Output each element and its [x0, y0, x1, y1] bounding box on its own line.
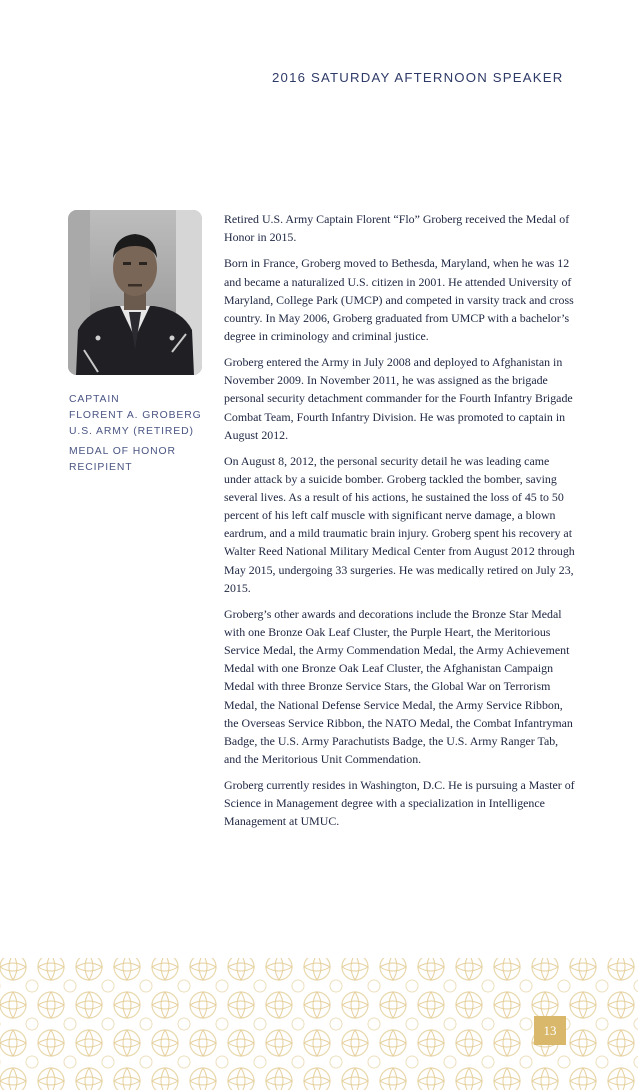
- bio-paragraph: On August 8, 2012, the personal security detail he was leading came under attack by a suicide bomber. Groberg tackled the bomber, saving several lives. As a result of his actions, he sustained the loss of 45 to 50 percent of his left calf muscle with significant nerve damage, a blown eardrum, and a mild traumatic brain injury. Groberg spent his recovery at Walter Reed National Military Medical Center from August 2012 through May 2015, undergoing 33 surgeries. He was medically retired on July 23, 2015.: [224, 454, 575, 595]
- award-line-1: MEDAL OF HONOR: [69, 446, 176, 457]
- bio-paragraph: Groberg currently resides in Washington, D.C. He is pursuing a Master of Science in Management degree with a specialization in Intelligence Management at UMUC.: [224, 778, 575, 829]
- speaker-service: U.S. ARMY (RETIRED): [69, 426, 194, 437]
- speaker-biography: [224, 210, 576, 839]
- speaker-name: FLORENT A. GROBERG: [69, 410, 202, 421]
- speaker-name-block: [69, 392, 209, 440]
- bio-paragraph: Groberg’s other awards and decorations include the Bronze Star Medal with one Bronze Oak Leaf Cluster, the Purple Heart, the Meritorious Service Medal, the Army Commendation Medal, the Army Achievement Medal with one Bronze Oak Leaf Cluster, the Afghanistan Campaign Medal with three Bronze Service Stars, the Global War on Terrorism Medal, the National Defense Service Medal, the Army Service Ribbon, the Overseas Service Ribbon, the NATO Medal, the Combat Infantryman Badge, the U.S. Army Parachutists Badge, the U.S. Army Ranger Tab, and the Meritorious Unit Commendation.: [224, 607, 573, 766]
- page-section-title: 2016 SATURDAY AFTERNOON SPEAKER: [272, 70, 564, 85]
- award-line-2: RECIPIENT: [69, 462, 133, 473]
- speaker-portrait: [68, 210, 202, 375]
- bio-paragraph: Retired U.S. Army Captain Florent “Flo” Groberg received the Medal of Honor in 2015.: [224, 212, 570, 245]
- speaker-award-block: [69, 444, 189, 476]
- page-number-badge: 13: [534, 1016, 566, 1045]
- speaker-rank: CAPTAIN: [69, 394, 120, 405]
- bio-paragraph: Groberg entered the Army in July 2008 and deployed to Afghanistan in November 2009. In November 2011, he was assigned as the brigade personal security detachment commander for the Fourth Infantry Brigade Combat Team, Fourth Infantry Division. He was promoted to captain in August 2012.: [224, 355, 573, 442]
- bio-paragraph: Born in France, Groberg moved to Bethesda, Maryland, when he was 12 and became a naturalized U.S. citizen in 2001. He attended University of Maryland, College Park (UMCP) and competed in varsity track and cross country. In May 2006, Groberg graduated from UMCP with a bachelor’s degree in criminology and criminal justice.: [224, 256, 574, 343]
